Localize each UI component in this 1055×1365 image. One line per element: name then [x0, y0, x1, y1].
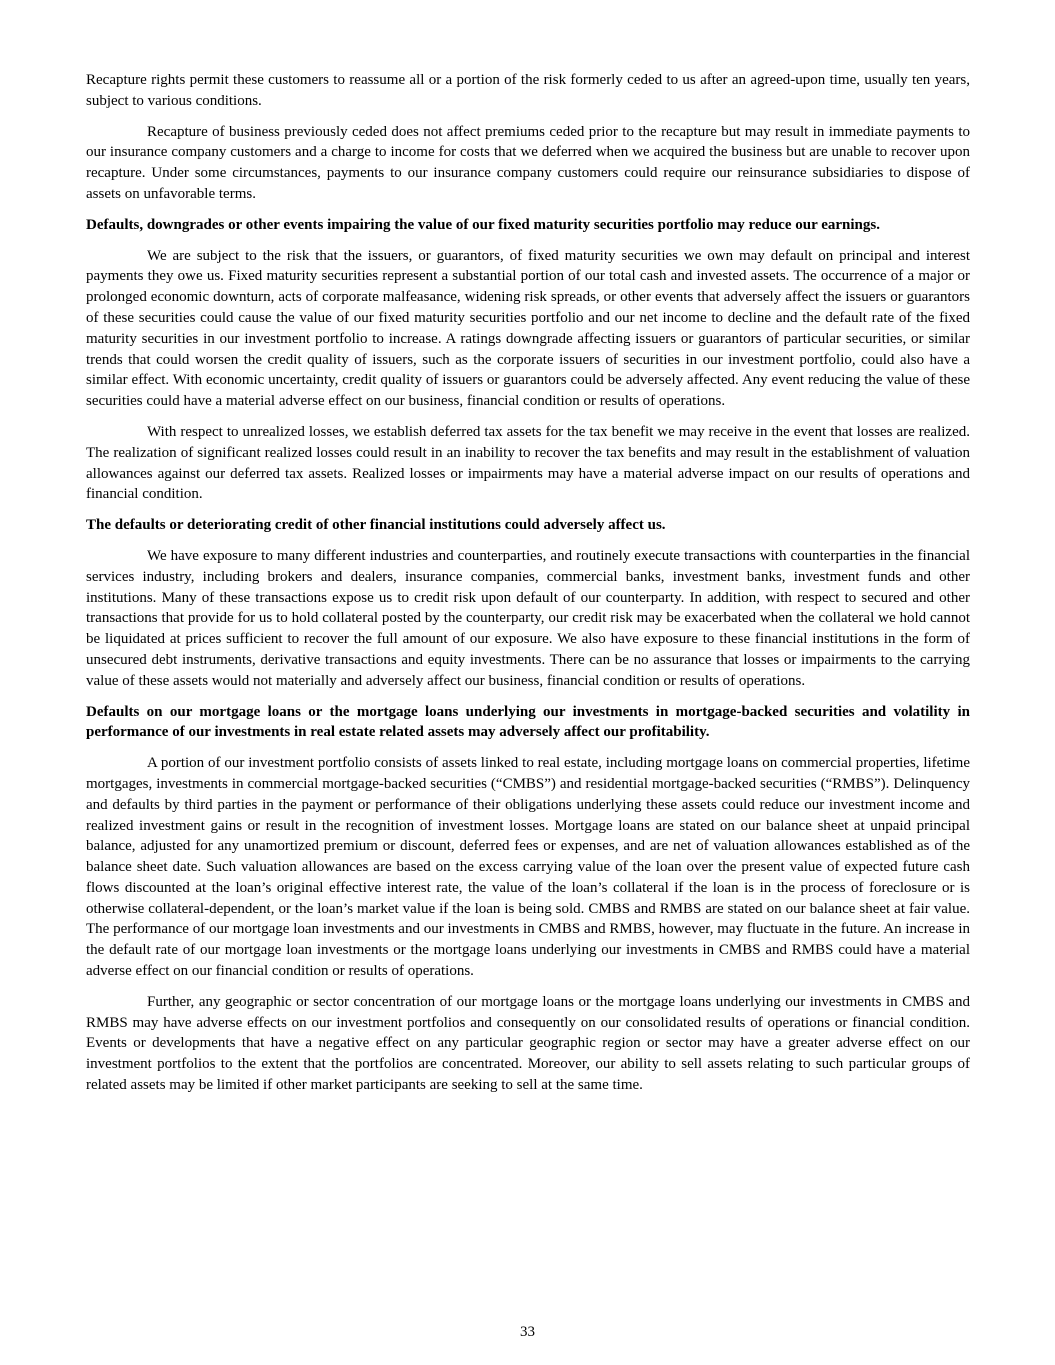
paragraph-geographic-concentration: Further, any geographic or sector concentration of our mortgage loans or the mortgage loans underlying our investments in CMBS and RMBS may have adverse effects on our investment portfolios and consequently on our consolidated results of operations or financial condition. Events or developments that have a negative effect on any particular geographic region or sector may have a greater adverse effect on our investment portfolios to the extent that the portfolios are concentrated. Moreover, our ability to sell assets relating to such particular groups of related assets may be limited if other market participants are seeking to sell at the same time.: [86, 993, 970, 1094]
heading-mortgage-loans: Defaults on our mortgage loans or the mortgage loans underlying our investments in mortgage-backed securities and volatility in performance of our investments in real estate related assets may adversely affect our profitability.: [86, 703, 970, 741]
paragraph-counterparty-exposure: We have exposure to many different industries and counterparties, and routinely execute transactions with counterparties in the financial services industry, including brokers and dealers, insurance companies, commercial banks, investment banks, investment funds and other institutions. Many of these transactions expose us to credit risk upon default of our counterparty. In addition, with respect to secured and other transactions that provide for us to hold collateral posted by the counterparty, our credit risk may be exacerbated when the collateral we hold cannot be liquidated at prices sufficient to recover the full amount of our exposure. We also have exposure to these financial institutions in the form of unsecured debt instruments, derivative transactions and equity investments. There can be no assurance that losses or impairments to the carrying value of these assets would not materially and adversely affect our business, financial condition or results of operations.: [86, 547, 970, 689]
paragraph-real-estate-assets: A portion of our investment portfolio consists of assets linked to real estate, including mortgage loans on commercial properties, lifetime mortgages, investments in commercial mortgage-backed securities (“CMBS”) and residential mortgage-backed securities (“RMBS”). Delinquency and defaults by third parties in the payment or performance of their obligations underlying these assets could reduce our investment income and realized investment gains or result in the recognition of investment losses. Mortgage loans are stated on our balance sheet at unpaid principal balance, adjusted for any unamortized premium or discount, deferred fees or expenses, and are net of valuation allowances established as of the balance sheet date. Such valuation allowances are based on the excess carrying value of the loan over the present value of expected future cash flows discounted at the loan’s original effective interest rate, the value of the loan’s collateral if the loan is in the process of foreclosure or is otherwise collateral-dependent, or the loan’s market value if the loan is being sold. CMBS and RMBS are stated on our balance sheet at fair value. The performance of our mortgage loan investments and our investments in CMBS and RMBS, however, may fluctuate in the future. An increase in the default rate of our mortgage loan investments or the mortgage loans underlying our investments in CMBS and RMBS could have a material adverse effect on our financial condition or results of operations.: [86, 755, 970, 980]
heading-fixed-maturity-defaults: Defaults, downgrades or other events impairing the value of our fixed maturity securities portfolio may reduce our earnings.: [86, 216, 880, 233]
paragraph-recapture-business: Recapture of business previously ceded does not affect premiums ceded prior to the recapture but may result in immediate payments to our insurance company customers and a charge to income for costs that we deferred when we acquired the business but are unable to recover upon recapture. Under some circumstances, payments to our insurance company customers could require our reinsurance subsidiaries to dispose of assets on unfavorable terms.: [86, 123, 970, 202]
paragraph-recapture-rights: Recapture rights permit these customers to reassume all or a portion of the risk formerly ceded to us after an agreed-upon time, usually ten years, subject to various conditions.: [86, 72, 970, 109]
page-number: 33: [520, 1324, 535, 1340]
document-body: [86, 70, 970, 1106]
heading-financial-institutions: The defaults or deteriorating credit of other financial institutions could adversely affect us.: [86, 517, 666, 534]
paragraph-unrealized-losses: With respect to unrealized losses, we establish deferred tax assets for the tax benefit we may receive in the event that losses are realized. The realization of significant realized losses could result in an inability to recover the tax benefits and may result in the establishment of valuation allowances against our deferred tax assets. Realized losses or impairments may have a material adverse impact on our results of operations and financial condition.: [86, 423, 970, 503]
paragraph-issuer-default-risk: We are subject to the risk that the issuers, or guarantors, of fixed maturity securities we own may default on principal and interest payments they owe us. Fixed maturity securities represent a substantial portion of our total cash and invested assets. The occurrence of a major or prolonged economic downturn, acts of corporate malfeasance, widening risk spreads, or other events that adversely affect the issuers or guarantors of these securities could cause the value of our fixed maturity securities portfolio and our net income to decline and the default rate of the fixed maturity securities in our investment portfolio to increase. A ratings downgrade affecting issuers or guarantors of particular securities, or similar trends that could worsen the credit quality of issuers, such as the corporate issuers of securities in our investment portfolio, could also have a similar effect. With economic uncertainty, credit quality of issuers or guarantors could be adversely affected. Any event reducing the value of these securities could have a material adverse effect on our business, financial condition or results of operations.: [86, 247, 970, 410]
